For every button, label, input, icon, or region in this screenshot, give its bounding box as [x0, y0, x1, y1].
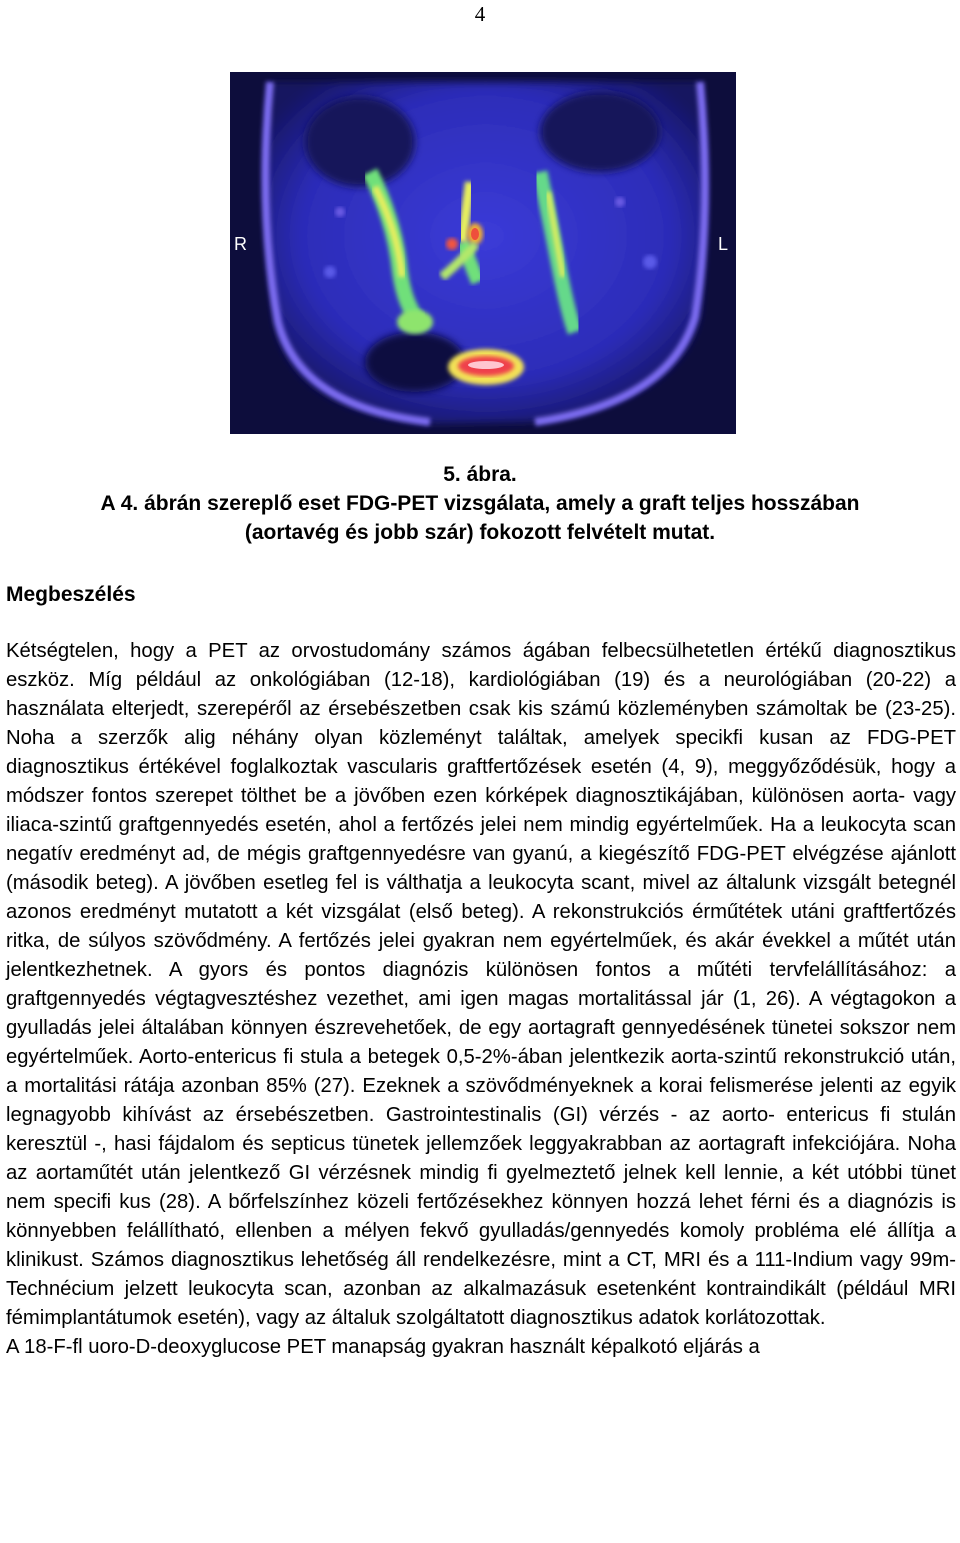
pet-scan-image [230, 72, 736, 434]
caption-line-2: (aortavég és jobb szár) fokozott felvételt mutat. [244, 521, 716, 544]
pet-scan-figure [230, 72, 736, 434]
figure-caption [0, 460, 960, 547]
caption-label: 5. ábra. [443, 463, 517, 486]
caption-line-1: A 4. ábrán szereplő eset FDG-PET vizsgálata, amely a graft teljes hosszában [100, 492, 860, 515]
figure-label-right: L [718, 234, 729, 254]
figure-label-left: R [234, 234, 247, 254]
paragraph-last-line: A 18-F-fl uoro-D-deoxyglucose PET manapság gyakran használt képalkotó eljárás a [6, 1336, 760, 1358]
page-number: 4 [474, 2, 486, 26]
paragraph-text: Kétségtelen, hogy a PET az orvostudomány számos ágában felbecsülhetetlen értékű diagnosztikus eszköz. Míg például az onkológiában (12-18), kardiológiában (19) és a neurológiában (20-22) a használata elterjedt, szerepéről az érsebészetben csak kis számú közleményben számoltak be (23-25). Noha a szerzők alig néhány olyan közleményt találtak, amelyek specikfi kusan az FDG-PET diagnosztikus értékével foglalkoztak vascularis graftfertőzések esetén (4, 9), meggyőződésük, hogy a módszer fontos szerepet tölthet be a jövőben ezen kórképek diagnosztikájában, különösen aorta- vagy iliaca-szintű graftgennyedés esetén, ahol a fertőzés jelei nem mindig egyértelműek. Ha a leukocyta scan negatív eredményt ad, de mégis graftgennyedésre van gyanú, a kiegészítő FDG-PET elvégzése ajánlott (második beteg). A jövőben esetleg fel is válthatja a leukocyta scant, mivel az általunk vizsgált betegnél azonos eredményt mutatott a két vizsgálat (első beteg). A rekonstrukciós érműtétek utáni graftfertőzés ritka, de súlyos szövődmény. A fertőzés jelei gyakran nem egyértelműek, és akár évekkel a műtét után jelentkezhetnek. A gyors és pontos diagnózis különösen fontos a műtéti tervfelállításához: a graftgennyedés végtagvesztéshez vezethet, ami igen magas mortalitással jár (1, 26). A végtagokon a gyulladás jelei általában könnyen észrevehetőek, de egy aortagraft gennyedésének tünetei sokszor nem egyértelműek. Aorto-entericus fi stula a betegek 0,5-2%-ában jelentkezik aorta-szintű rekonstrukció után, a mortalitási rátája azonban 85% (27). Ezeknek a szövődményeknek a korai felismerése jelenti az egyik legnagyobb kihívást az érsebészetben. Gastrointestinalis (GI) vérzés - az aorto- entericus fi stulán keresztül -, hasi fájdalom és septicus tünetek jellemzőek leggyakrabban az aortagraft infekciójára. Noha az aortaműtét után jelentkező GI vérzésnek mindig fi gyelmeztető jelnek kell lennie, a két utóbbi tünet nem specifi kus (28). A bőrfelszínhez közeli fertőzésekhez könnyen hozzá lehet férni és a diagnózis is könnyebben felállítható, ellenben a mélyen fekvő gyulladás/gennyedés komoly probléma elé állítja a klinikust. Számos diagnosztikus lehetőség áll rendelkezésre, mint a CT, MRI és a 111-Indium vagy 99m-Technécium jelzett leukocyta scan, azonban az alkalmazásuk esetenként kontraindikált (például MRI fémimplantátumok esetén), vagy az általuk szolgáltatott diagnosztikus adatok korlátozottak. [6, 640, 956, 1329]
body-paragraph [6, 637, 956, 1362]
section-heading: Megbeszélés [6, 583, 136, 606]
